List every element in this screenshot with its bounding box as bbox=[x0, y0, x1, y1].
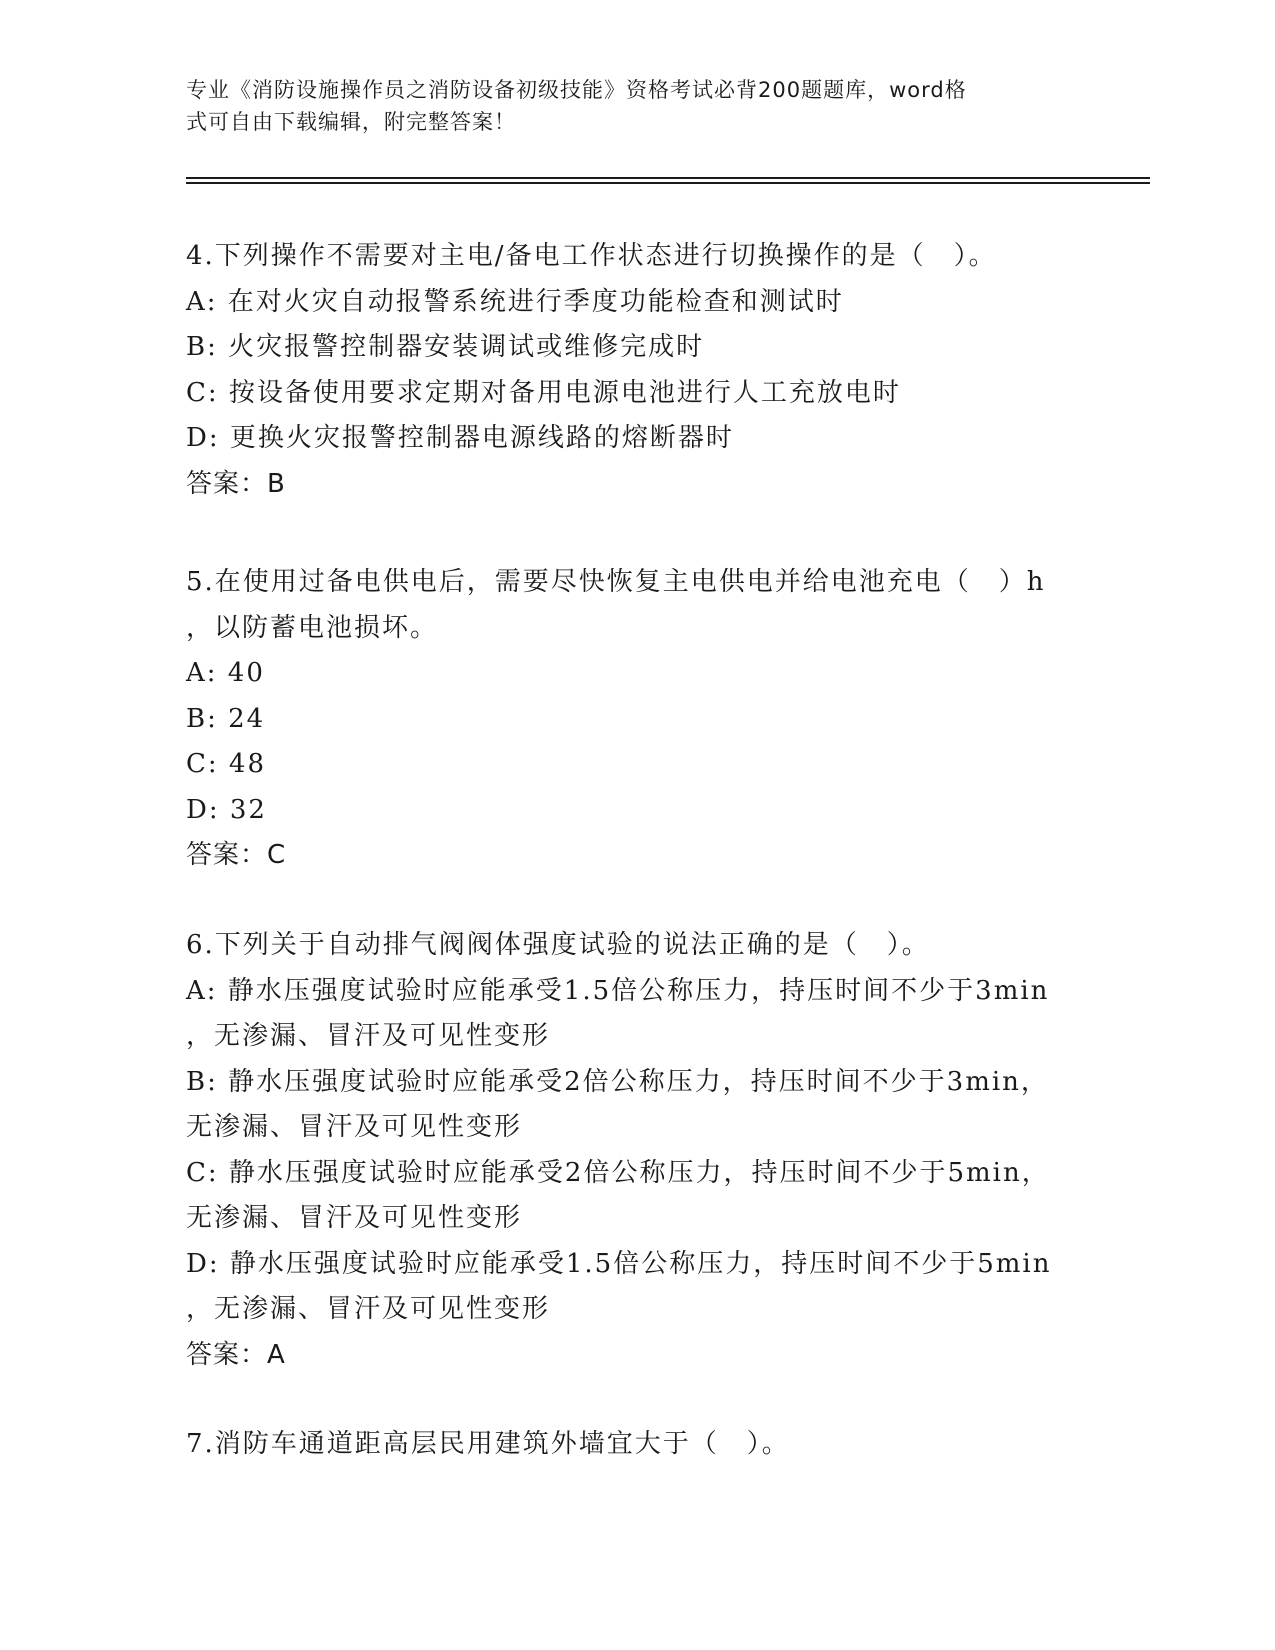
question-6 bbox=[186, 923, 1086, 1378]
header-line: 专业《消防设施操作员之消防设备初级技能》资格考试必背200题题库，word格 bbox=[186, 78, 967, 102]
question-stem-continued: ，以防蓄电池损坏。 bbox=[186, 612, 439, 643]
option-a-continued: ，无渗漏、冒汗及可见性变形 bbox=[186, 1021, 551, 1051]
option-c: C: 按设备使用要求定期对备用电源电池进行人工充放电时 bbox=[186, 377, 901, 408]
answer: 答案：B bbox=[186, 468, 286, 499]
header-line: 式可自由下载编辑，附完整答案！ bbox=[186, 110, 516, 134]
question-7 bbox=[186, 1422, 1086, 1468]
option-c-continued: 无渗漏、冒汗及可见性变形 bbox=[186, 1203, 523, 1233]
question-stem: 7.消防车通道距高层民用建筑外墙宜大于（ ）。 bbox=[186, 1429, 790, 1459]
option-a: A: 静水压强度试验时应能承受1.5倍公称压力，持压时间不少于3min bbox=[186, 975, 1050, 1006]
answer: 答案：C bbox=[186, 840, 287, 870]
header-divider bbox=[186, 177, 1150, 179]
question-5 bbox=[186, 560, 1086, 879]
document-header bbox=[186, 74, 1066, 138]
option-d-continued: ，无渗漏、冒汗及可见性变形 bbox=[186, 1294, 551, 1324]
option-a: A: 在对火灾自动报警系统进行季度功能检查和测试时 bbox=[186, 286, 844, 317]
option-b: B: 火灾报警控制器安装调试或维修完成时 bbox=[186, 332, 705, 362]
header-divider bbox=[186, 182, 1150, 184]
option-b-continued: 无渗漏、冒汗及可见性变形 bbox=[186, 1112, 523, 1142]
question-stem: 5.在使用过备电供电后，需要尽快恢复主电供电并给电池充电（ ）h bbox=[186, 567, 1046, 597]
option-a: A: 40 bbox=[186, 658, 265, 688]
option-b: B: 静水压强度试验时应能承受2倍公称压力，持压时间不少于3min， bbox=[186, 1066, 1049, 1097]
option-d: D: 静水压强度试验时应能承受1.5倍公称压力，持压时间不少于5min bbox=[186, 1248, 1052, 1279]
option-c: C: 静水压强度试验时应能承受2倍公称压力，持压时间不少于5min， bbox=[186, 1157, 1050, 1188]
question-4 bbox=[186, 234, 1086, 507]
option-d: D: 32 bbox=[186, 794, 267, 825]
option-c: C: 48 bbox=[186, 749, 267, 779]
question-stem: 6.下列关于自动排气阀阀体强度试验的说法正确的是（ ）。 bbox=[186, 930, 930, 960]
option-b: B: 24 bbox=[186, 703, 266, 734]
option-d: D: 更换火灾报警控制器电源线路的熔断器时 bbox=[186, 423, 734, 453]
answer: 答案：A bbox=[186, 1339, 286, 1370]
question-stem: 4.下列操作不需要对主电/备电工作状态进行切换操作的是（ ）。 bbox=[186, 241, 997, 271]
